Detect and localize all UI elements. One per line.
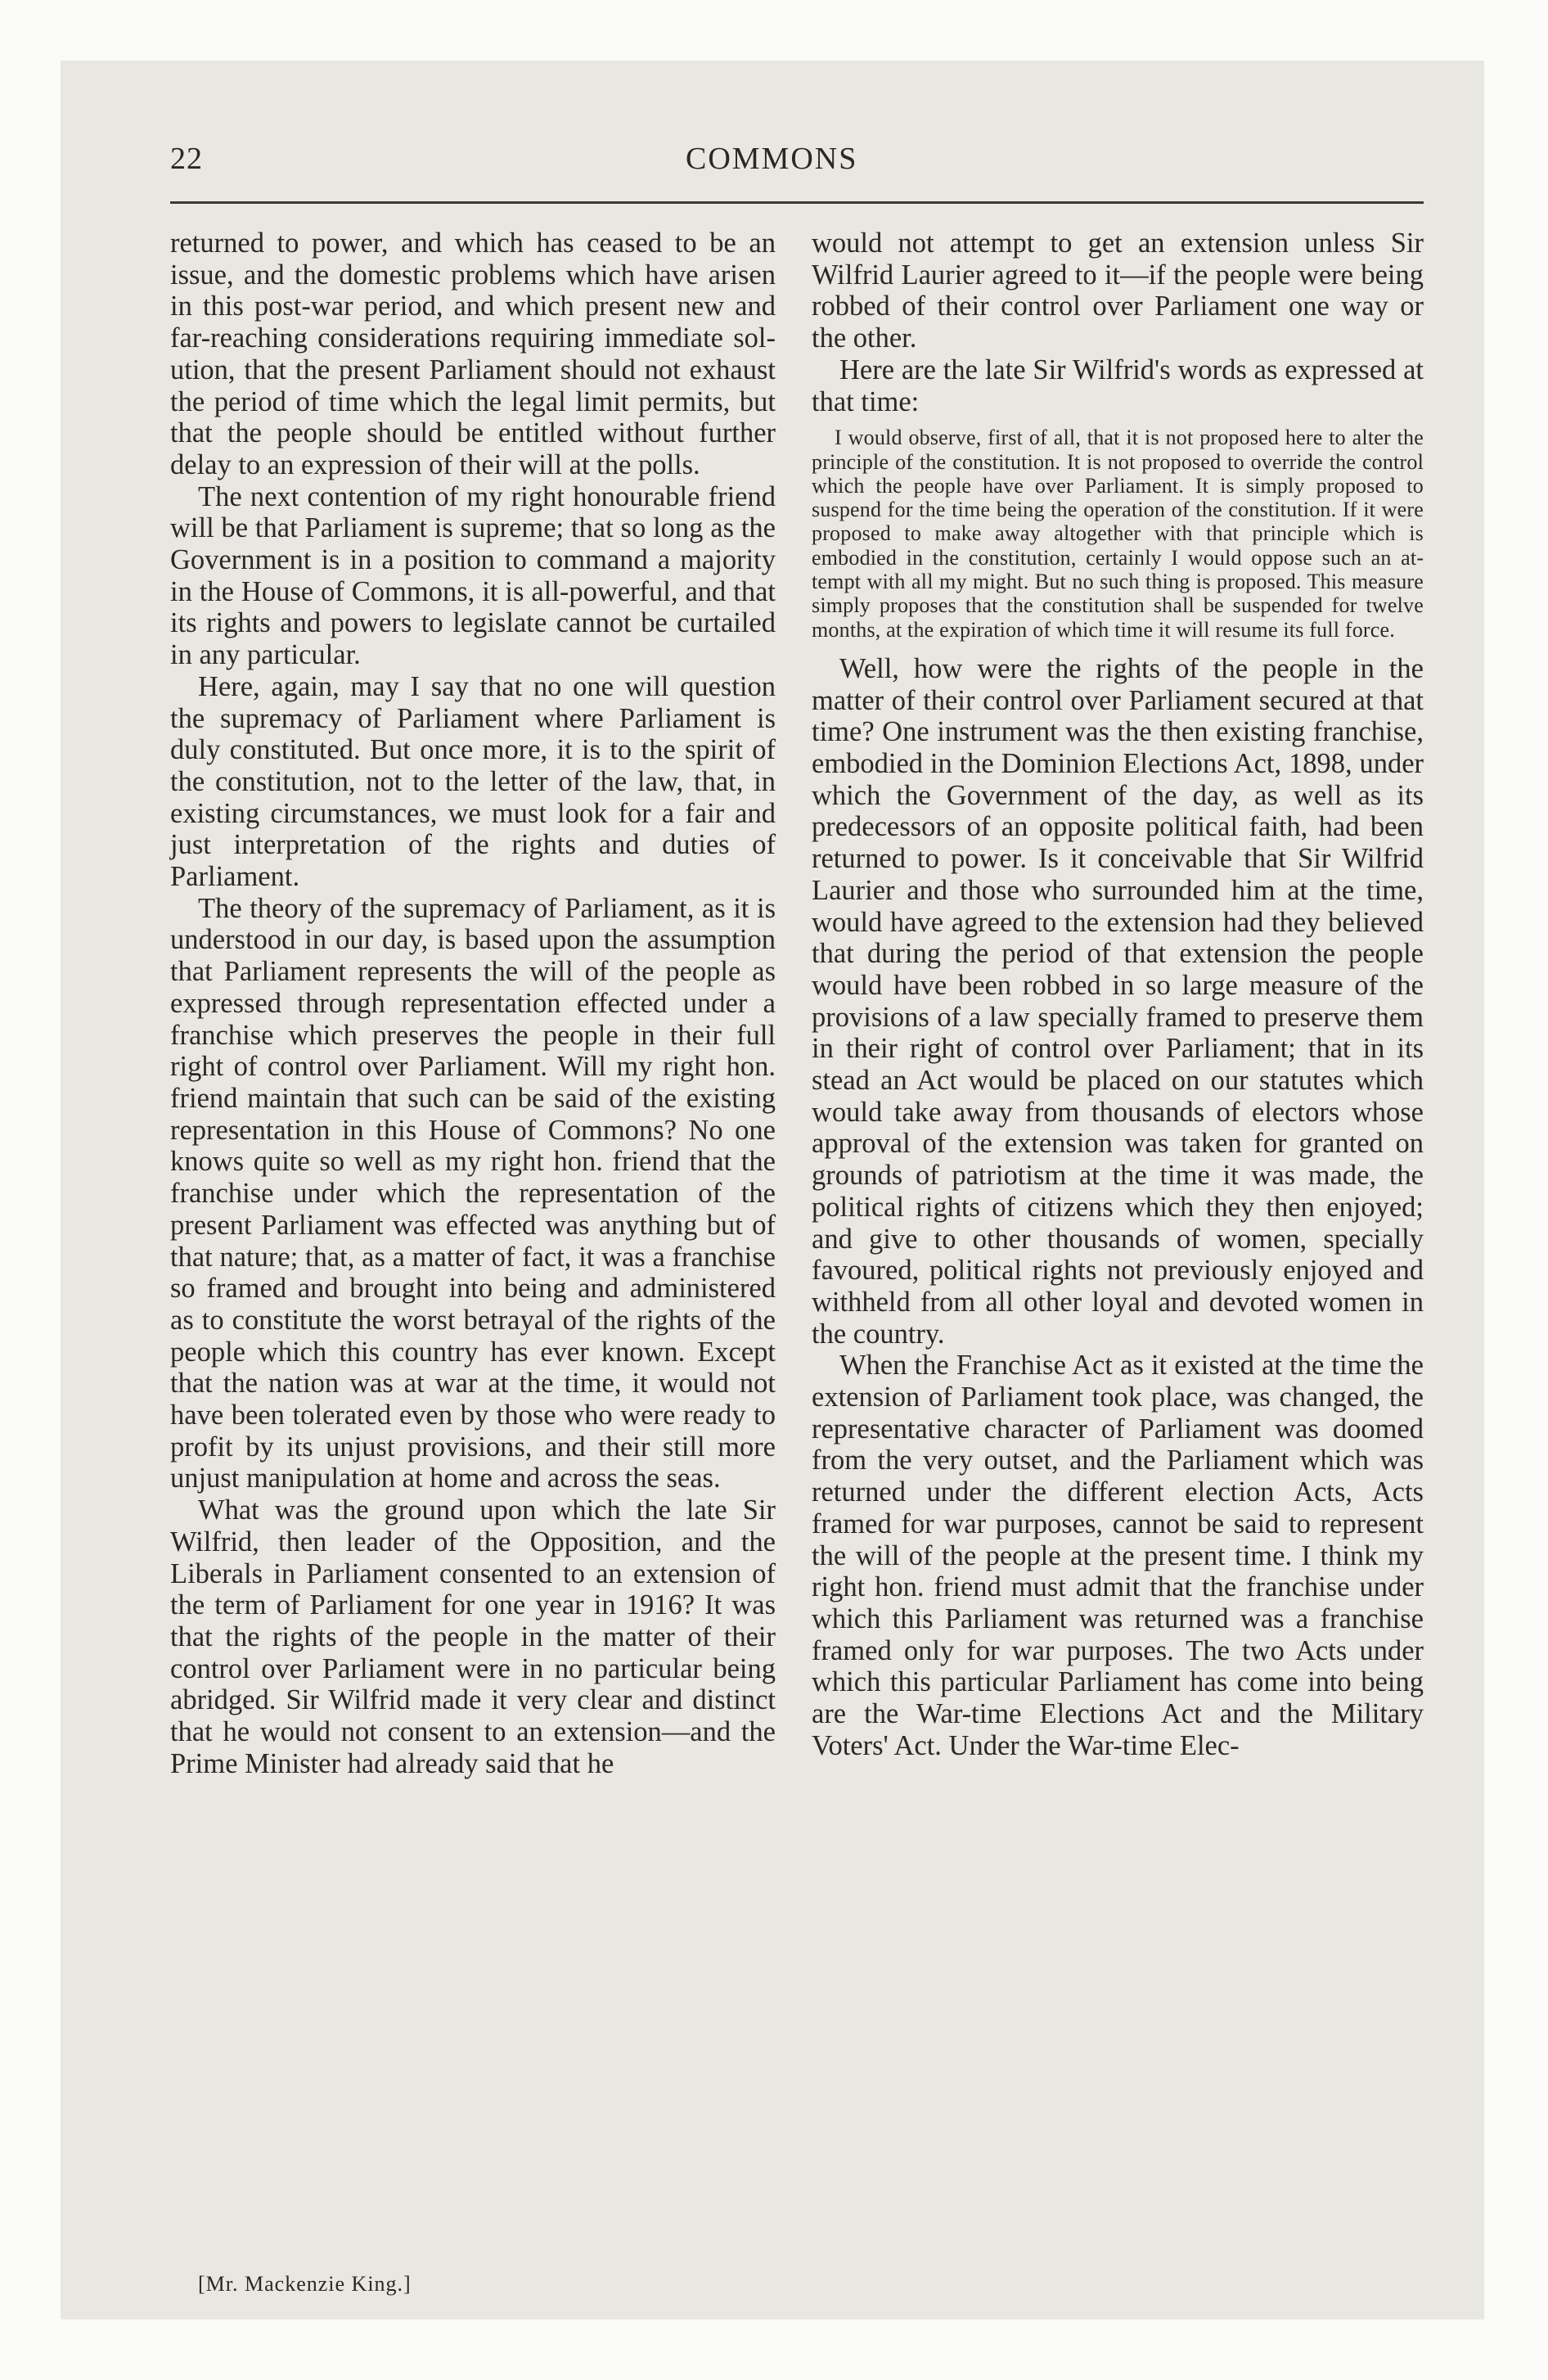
paragraph-continuation: would not attempt to get an extension unless Sir Wilfrid Laurier agreed to it—if the people were being robbed of their control over Parliament one way or the other. [812, 228, 1424, 354]
speaker-footer: [Mr. Mackenzie King.] [198, 2272, 412, 2296]
header-rule [170, 201, 1424, 204]
paragraph: What was the ground upon which the late Sir Wilfrid, then leader of the Opposition, and the Liberals in Parliament consented to an extension of the term of Parliament for one year in 1916? It was that the rights of the people in the matter of their control over Parliament were in no particular being abridged. Sir Wilfrid made it very clear and distinct that he would not consent to an extension—and the Prime Minister had already said that he [170, 1494, 776, 1779]
paragraph: The next contention of my right honourable friend will be that Parliament is supreme; that so long as the Government is in a position to command a majority in the House of Commons, it is all-powerful, and that its rights and powers to legislate cannot be curtailed in any particular. [170, 480, 776, 671]
running-title: COMMONS [686, 142, 858, 176]
page-number: 22 [170, 142, 203, 176]
paragraph: Well, how were the rights of the people in the matter of their control over Parliament secured at that time? One instrument was the then existing franchise, embodied in the Dominion Elections Act, 1898, under which the Government of the day, as well as its predecessors of an opposite political faith, had been returned to power. Is it conceivable that Sir Wilfrid Laurier and those who surrounded him at the time, would have agreed to the extension had they believed that during the period of that extension the people would have been robbed in so large measure of the provisions of a law specially framed to preserve them in their right of control over Parliament; that in its stead an Act would be placed on our statutes which would take away from thousands of electors whose approval of the extension was taken for granted on grounds of patriotism at the time it was made, the political rights of citizens which they then enjoyed; and give to other thousands of women, specially favoured, political rights not previously enjoyed and withheld from all other loyal and devoted women in the country. [812, 652, 1424, 1350]
block-quote: I would observe, first of all, that it is not proposed here to alter the principle of the constitution. It is not proposed to override the control which the people have over Parliament. It is simply proposed to suspend for the time being the operation of the constitution. If it were proposed to make away altogether with that principle which is embodied in the constitution, certainly I would oppose such an attempt with all my might. But no such thing is proposed. This measure simply proposes that the constitution shall be suspended for twelve months, at the expiration of which time it will resume its full force. [812, 426, 1424, 642]
right-column [812, 228, 1424, 1762]
paragraph-continuation: returned to power, and which has ceased to be an issue, and the domestic problems which have arisen in this post-war period, and which present new and far-reaching considerations requiring immediate solution, that the present Parliament should not exhaust the period of time which the legal limit permits, but that the people should be entitled without further delay to an expression of their will at the polls. [170, 228, 776, 480]
paragraph: Here, again, may I say that no one will question the supremacy of Parliament where Parliament is duly constituted. But once more, it is to the spirit of the constitution, not to the letter of the law, that, in existing circumstances, we must look for a fair and just interpretation of the rights and duties of Parliament. [170, 670, 776, 893]
paragraph: The theory of the supremacy of Parliament, as it is understood in our day, is based upon the assumption that Parliament represents the will of the people as expressed through representation effected under a franchise which preserves the people in their full right of control over Parliament. Will my right hon. friend maintain that such can be said of the existing representation in this House of Commons? No one knows quite so well as my right hon. friend that the franchise under which the representation of the present Parliament was effected was anything but of that nature; that, as a matter of fact, it was a franchise so framed and brought into being and administered as to constitute the worst betrayal of the rights of the people which this country has ever known. Except that the nation was at war at the time, it would not have been tolerated even by those who were ready to profit by its unjust provisions, and their still more unjust manipulation at home and across the seas. [170, 892, 776, 1494]
left-column [170, 228, 776, 1779]
paragraph: Here are the late Sir Wilfrid's words as expressed at that time: [812, 354, 1424, 417]
paragraph: When the Franchise Act as it existed at the time the extension of Parliament took place, was changed, the representative character of Parliament was doomed from the very outset, and the Parliament which was returned under the different election Acts, Acts framed for war purposes, cannot be said to represent the will of the people at the present time. I think my right hon. friend must admit that the franchise under which this Parliament was returned was a franchise framed only for war purposes. The two Acts under which this particular Parliament has come into being are the War-time Elections Act and the Military Voters' Act. Under the War-time Elec- [812, 1350, 1424, 1761]
